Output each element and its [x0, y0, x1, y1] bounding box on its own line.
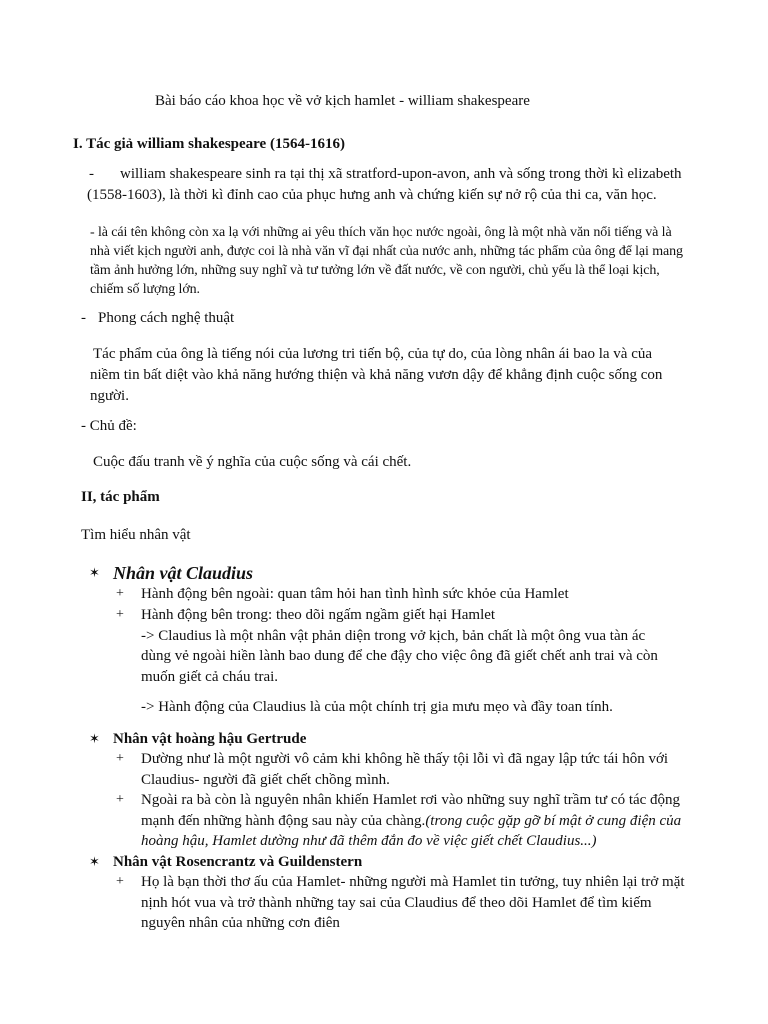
star-bullet-icon: ✶: [89, 565, 100, 580]
section-2-heading: II, tác phẩm: [81, 489, 160, 505]
character-rosencrantz-heading: [89, 852, 689, 872]
plus-bullet-icon: +: [116, 792, 124, 807]
section-1-heading: I. Tác giả william shakespeare (1564-1616): [73, 136, 345, 152]
theme-label: - Chủ đề:: [81, 418, 137, 434]
author-bullet-1-text: william shakespeare sinh ra tại thị xã stratford-upon-avon, anh và sống trong thời kì elizabeth (1558-1603), là thời kì đỉnh cao của phục hưng anh và chứng kiến sự nở rộ của thi ca, văn học.: [87, 166, 682, 203]
gertrude-title: Nhân vật hoàng hậu Gertrude: [113, 731, 307, 747]
gertrude-item-2-text: Ngoài ra bà còn là nguyên nhân khiến Hamlet rơi vào những suy nghĩ trầm tư có tác động mạnh đến những hành động sau này của chàng.: [141, 792, 681, 829]
author-paragraph-2: - là cái tên không còn xa lạ với những ai yêu thích văn học nước ngoài, ông là một nhà văn nổi tiếng và là nhà viết kịch người anh, được coi là nhà văn vĩ đại nhất của nước anh, những tác phẩm của ông để lại mang tầm ảnh hưởng lớn, những suy nghĩ và tư tưởng lớn về đất nước, về con người, chủ yếu là thể loại kịch, chiếm số lượng lớn.: [90, 225, 683, 297]
character-gertrude-heading: [89, 729, 689, 749]
style-paragraph: Tác phẩm của ông là tiếng nói của lương tri tiến bộ, của tự do, của lòng nhân ái bao la và của niềm tin bất diệt vào khả năng hướng thiện và khả năng vươn dậy để khẳng định cuộc sống con người.: [90, 346, 663, 404]
star-bullet-icon: ✶: [89, 854, 100, 869]
claudius-item-2-note: -> Claudius là một nhân vật phản diện trong vở kịch, bản chất là một ông vua tàn ác dùng vẻ ngoài hiền lành bao dung để che đậy cho việc ông đã giết chết anh trai và còn muốn giết cả cháu trai.: [141, 627, 658, 685]
claudius-item-2: [116, 605, 686, 687]
claudius-item-2-text: Hành động bên trong: theo dõi ngấm ngầm giết hại Hamlet: [141, 607, 496, 623]
theme-paragraph: Cuộc đấu tranh về ý nghĩa của cuộc sống và cái chết.: [93, 454, 412, 470]
claudius-item-1-text: Hành động bên ngoài: quan tâm hỏi han tình hình sức khỏe của Hamlet: [141, 586, 569, 602]
claudius-item-1: [116, 584, 686, 605]
style-label: Phong cách nghệ thuật: [98, 310, 235, 326]
gertrude-item-1-text: Dường như là một người vô cảm khi không hề thấy tội lỗi vì đã ngay lập tức tái hôn với Claudius- người đã giết chết chồng mình.: [141, 751, 669, 788]
plus-bullet-icon: +: [116, 751, 124, 766]
plus-bullet-icon: +: [116, 607, 124, 622]
claudius-title: Nhân vật Claudius: [113, 563, 254, 583]
dash-marker: -: [89, 166, 94, 182]
character-claudius-heading: [89, 562, 689, 584]
gertrude-item-2: [116, 790, 686, 852]
style-label-row: [81, 308, 681, 329]
star-bullet-icon: ✶: [89, 731, 100, 746]
rosencrantz-item-1: [116, 872, 686, 934]
rosencrantz-item-1-text: Họ là bạn thời thơ ấu của Hamlet- những người mà Hamlet tin tưởng, tuy nhiên lại trở mặt nịnh hót vua và trở thành những tay sai của Claudius để theo dõi Hamlet để tìm kiếm nguyên nhân của những cơn điên: [141, 874, 685, 931]
dash-marker: -: [81, 310, 86, 326]
document-title: Bài báo cáo khoa học về vở kịch hamlet - william shakespeare: [155, 93, 530, 109]
gertrude-item-1: [116, 749, 686, 790]
gertrude-item-2-italic: (trong cuộc gặp gỡ bí mật ở cung điện của hoàng hậu, Hamlet dường như đã thêm đắn đo về việc giết chết Claudius...): [141, 812, 682, 849]
claudius-conclusion: -> Hành động của Claudius là của một chính trị gia mưu mẹo và đầy toan tính.: [141, 699, 613, 715]
rosencrantz-title: Nhân vật Rosencrantz và Guildenstern: [113, 854, 363, 870]
plus-bullet-icon: +: [116, 586, 124, 601]
author-bullet-1: [87, 164, 687, 206]
plus-bullet-icon: +: [116, 874, 124, 889]
section-2-subheading: Tìm hiểu nhân vật: [81, 527, 191, 543]
